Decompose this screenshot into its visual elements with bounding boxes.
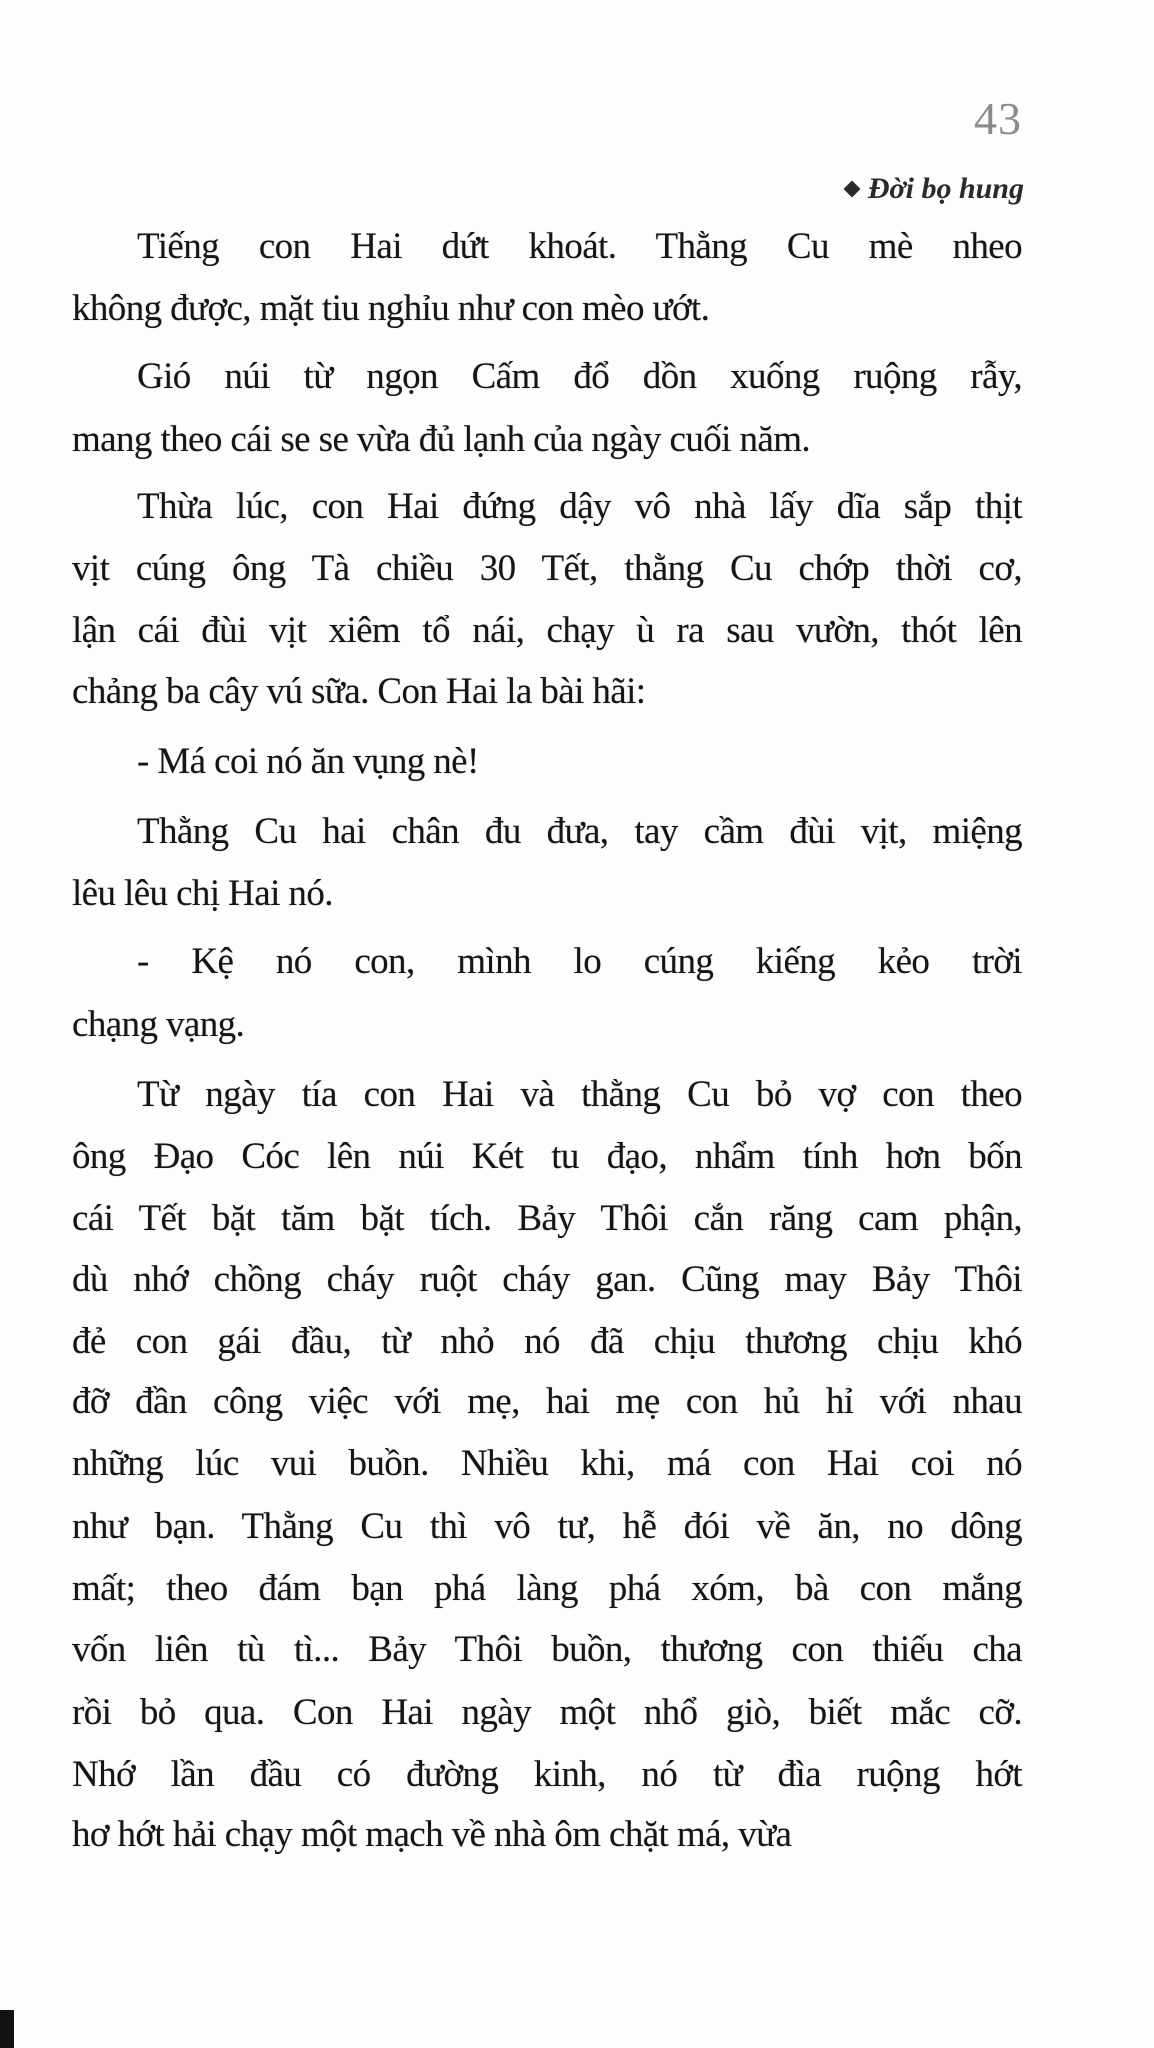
- paragraph-first-line: Thằng Cu hai chân đu đưa, tay cầm đùi vịt, miệng: [137, 811, 1022, 852]
- paragraph-line: chạng vạng.: [72, 1004, 245, 1045]
- paragraph-first-line: - Kệ nó con, mình lo cúng kiếng kẻo trời: [137, 941, 1022, 982]
- diamond-icon: [843, 181, 860, 198]
- paragraph-line: ông Đạo Cóc lên núi Két tu đạo, nhẩm tính hơn bốn: [72, 1136, 1022, 1177]
- paragraph-line: vốn liên tù tì... Bảy Thôi buồn, thương con thiếu cha: [72, 1629, 1022, 1670]
- paragraph-line: vịt cúng ông Tà chiều 30 Tết, thằng Cu chớp thời cơ,: [72, 548, 1022, 589]
- paragraph-line: những lúc vui buồn. Nhiều khi, má con Hai coi nó: [72, 1443, 1022, 1484]
- paragraph-line: đỡ đần công việc với mẹ, hai mẹ con hủ hỉ với nhau: [72, 1381, 1022, 1422]
- page-number: 43: [974, 93, 1022, 144]
- paragraph-line: lận cái đùi vịt xiêm tổ nái, chạy ù ra sau vườn, thót lên: [72, 610, 1022, 651]
- paragraph-first-line: Tiếng con Hai dứt khoát. Thằng Cu mè nheo: [137, 226, 1022, 267]
- page-edge-shadow: [0, 2010, 14, 2048]
- paragraph-first-line: Từ ngày tía con Hai và thằng Cu bỏ vợ con theo: [137, 1074, 1022, 1115]
- paragraph-first-line: Thừa lúc, con Hai đứng dậy vô nhà lấy dĩa sắp thịt: [137, 486, 1022, 527]
- paragraph-line: dù nhớ chồng cháy ruột cháy gan. Cũng may Bảy Thôi: [72, 1259, 1022, 1300]
- paragraph-line: mất; theo đám bạn phá làng phá xóm, bà con mắng: [72, 1568, 1022, 1609]
- paragraph-line: chảng ba cây vú sữa. Con Hai la bài hãi:: [72, 671, 646, 712]
- paragraph-line: lêu lêu chị Hai nó.: [72, 873, 333, 914]
- paragraph-line: cái Tết bặt tăm bặt tích. Bảy Thôi cắn răng cam phận,: [72, 1198, 1022, 1239]
- paragraph-line: rồi bỏ qua. Con Hai ngày một nhổ giò, biết mắc cỡ.: [72, 1692, 1022, 1733]
- paragraph-line: Nhớ lần đầu có đường kinh, nó từ đìa ruộng hớt: [72, 1754, 1022, 1795]
- paragraph-line: hơ hớt hải chạy một mạch về nhà ôm chặt má, vừa: [72, 1814, 792, 1855]
- running-title: Đời bọ hung: [867, 172, 1024, 205]
- paragraph-first-line: Gió núi từ ngọn Cấm đổ dồn xuống ruộng rẫy,: [137, 356, 1022, 397]
- paragraph-line: mang theo cái se se vừa đủ lạnh của ngày cuối năm.: [72, 419, 811, 460]
- paragraph-line: như bạn. Thằng Cu thì vô tư, hễ đói về ăn, no dông: [72, 1506, 1022, 1547]
- paragraph-line: đẻ con gái đầu, từ nhỏ nó đã chịu thương chịu khó: [72, 1321, 1022, 1362]
- paragraph-first-line: - Má coi nó ăn vụng nè!: [137, 741, 479, 782]
- paragraph-line: không được, mặt tiu nghỉu như con mèo ướt.: [72, 288, 710, 329]
- running-head: [846, 172, 1024, 206]
